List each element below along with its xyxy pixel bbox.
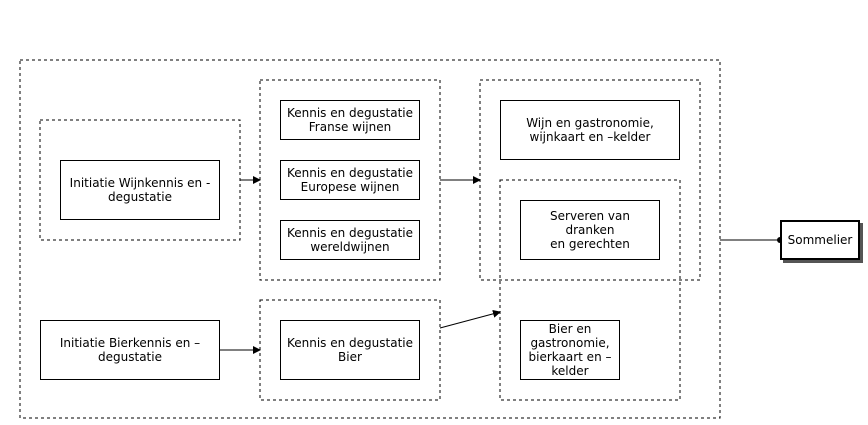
node-wijn-gastronomie: Wijn en gastronomie, wijnkaart en –kelder [500,100,680,160]
node-europese-wijnen: Kennis en degustatie Europese wijnen [280,160,420,200]
node-franse-wijnen: Kennis en degustatie Franse wijnen [280,100,420,140]
node-kennis-bier: Kennis en degustatie Bier [280,320,420,380]
node-sommelier: Sommelier [780,220,860,260]
node-bier-gastronomie: Bier en gastronomie, bierkaart en – kelder [520,320,620,380]
arrow-beer-knowledge-to-serving [440,312,500,328]
node-initiatie-wijnkennis: Initiatie Wijnkennis en - degustatie [60,160,220,220]
node-initiatie-bierkennis: Initiatie Bierkennis en – degustatie [40,320,220,380]
node-wereldwijnen: Kennis en degustatie wereldwijnen [280,220,420,260]
node-serveren: Serveren van dranken en gerechten [520,200,660,260]
